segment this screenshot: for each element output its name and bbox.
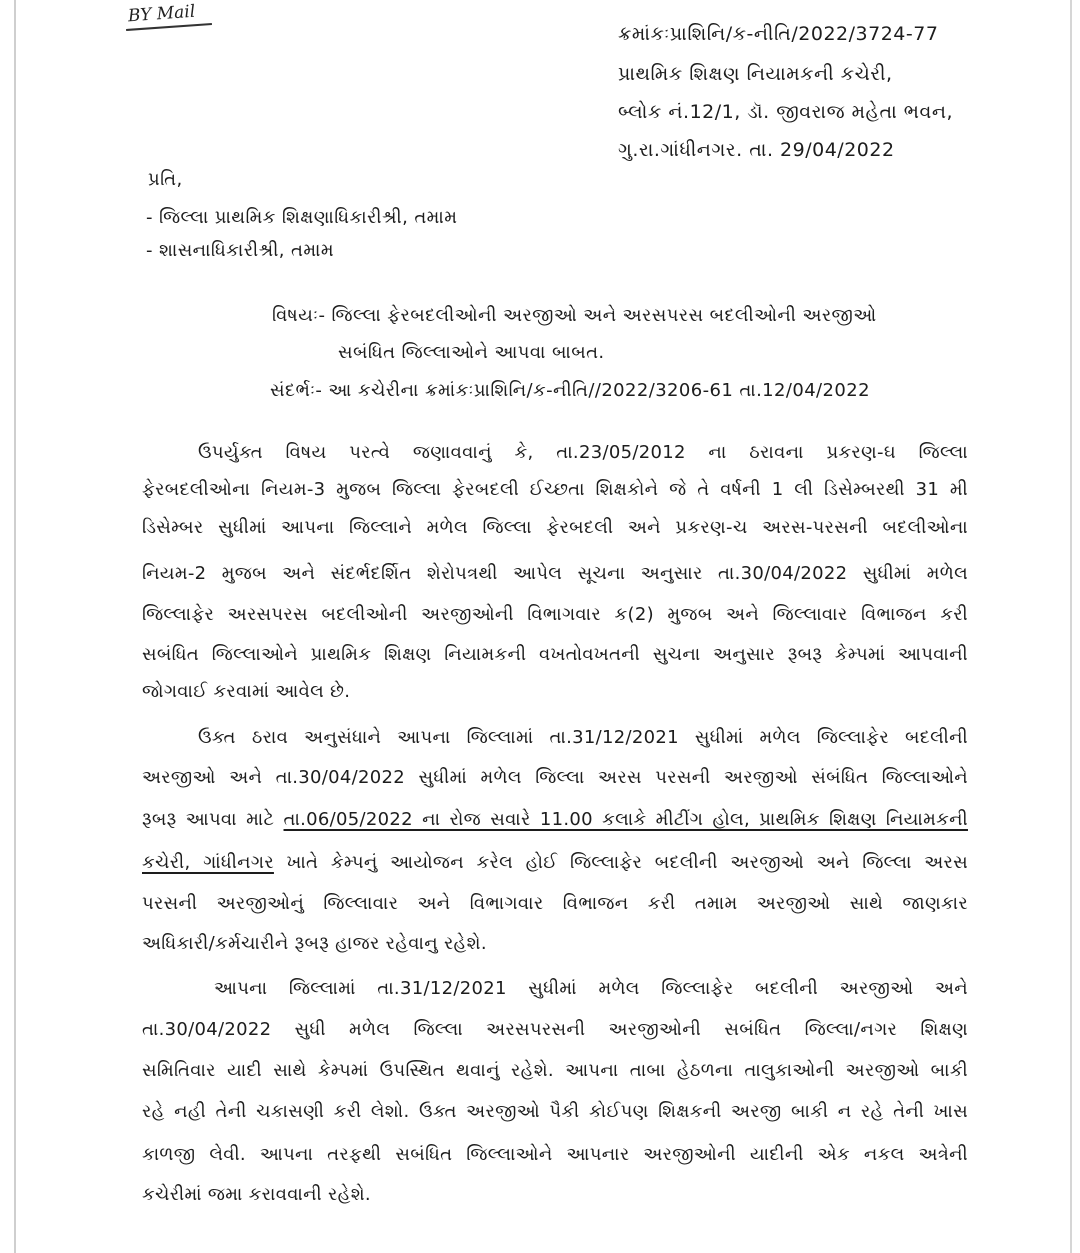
place-date: ગુ.રા.ગાંધીનગર. તા. 29/04/2022 <box>618 139 895 161</box>
subject-line: વિષયઃ- જિલ્લા ફેરબદલીઓની અરજીઓ અને અરસપરસ બદલીઓની અરજીઓ <box>272 305 877 326</box>
recipient-item: - શાસનાધિકારીશ્રી, તમામ <box>146 240 334 261</box>
paragraph-line: ઉપર્યુક્ત વિષય પરત્વે જણાવવાનું કે, તા.23/05/2012 ના ઠરાવના પ્રકરણ-ઘ જિલ્લા <box>198 442 968 463</box>
paragraph-line: રહે નહી તેની ચકાસણી કરી લેશો. ઉક્ત અરજીઓ પૈકી કોઈપણ શિક્ષકની અરજી બાકી ન રહે તેની ખાસ <box>142 1101 968 1122</box>
paragraph-line: સમિતિવાર યાદી સાથે કેમ્પમાં ઉપસ્થિત થવાનું રહેશે. આપના તાબા હેઠળના તાલુકાઓની અરજીઓ બાકી <box>142 1060 968 1081</box>
paragraph-line: નિયમ-2 મુજબ અને સંદર્ભદર્શિત શેરોપત્રથી આપેલ સૂચના અનુસાર તા.30/04/2022 સુધીમાં મળેલ <box>142 563 968 584</box>
line-rest: ખાતે કેમ્પનું આયોજન કરેલ હોઈ જિલ્લાફેર બદલીની અરજીઓ અને જિલ્લા અરસ <box>273 852 969 873</box>
paragraph-line: ડિસેમ્બર સુધીમાં આપના જિલ્લાને મળેલ જિલ્લા ફેરબદલી અને પ્રકરણ-ચ અરસ-પરસની બદલીઓના <box>142 517 968 538</box>
paragraph-line <box>142 851 968 875</box>
reference-line: સંદર્ભઃ- આ કચેરીના ક્રમાંકઃપ્રાશિનિ/ક-નીતિ//2022/3206-61 તા.12/04/2022 <box>270 380 870 401</box>
meeting-details-underlined: તા.06/05/2022 ના રોજ સવારે 11.00 કલાકે મીટીંગ હોલ, પ્રાથમિક શિક્ષણ નિયામકની <box>283 809 968 830</box>
office-name: પ્રાથમિક શિક્ષણ નિયામકની કચેરી, <box>618 63 893 85</box>
paragraph-line: કાળજી લેવી. આપના તરફથી સબંધિત જિલ્લાઓને આપનાર અરજીઓની યાદીની એક નકલ અત્રેની <box>142 1144 968 1165</box>
paragraph-line: ફેરબદલીઓના નિયમ-3 મુજબ જિલ્લા ફેરબદલી ઈચ્છતા શિક્ષકોને જે તે વર્ષની 1 લી ડિસેમ્બરથી 31 મી <box>142 479 968 500</box>
paragraph-line: કચેરીમાં જમા કરાવવાની રહેશે. <box>142 1184 371 1205</box>
subject-line: સબંધિત જિલ્લાઓને આપવા બાબત. <box>338 342 605 363</box>
paragraph-line: જોગવાઈ કરવામાં આવેલ છે. <box>142 681 351 702</box>
paragraph-line <box>142 808 968 832</box>
page-edge-left <box>14 0 16 1253</box>
reference-number: ક્રમાંકઃપ્રાશિનિ/ક-નીતિ/2022/3724-77 <box>618 23 939 45</box>
paragraph-line: આપના જિલ્લામાં તા.31/12/2021 સુધીમાં મળેલ જિલ્લાફેર બદલીની અરજીઓ અને <box>214 978 968 999</box>
handwritten-annotation: BY Mail <box>127 1 196 27</box>
paragraph-line: સબંધિત જિલ્લાઓને પ્રાથમિક શિક્ષણ નિયામકની વખતોવખતની સુચના અનુસાર રૂબરૂ કેમ્પમાં આપવાની <box>142 644 968 665</box>
paragraph-line: જિલ્લાફેર અરસપરસ બદલીઓની અરજીઓની વિભાગવાર ક(2) મુજબ અને જિલ્લાવાર વિભાજન કરી <box>142 604 968 625</box>
recipient-item: - જિલ્લા પ્રાથમિક શિક્ષણાધિકારીશ્રી, તમામ <box>146 207 458 228</box>
paragraph-line: પરસની અરજીઓનું જિલ્લાવાર અને વિભાગવાર વિભાજન કરી તમામ અરજીઓ સાથે જાણકાર <box>142 893 968 914</box>
paragraph-line: તા.30/04/2022 સુધી મળેલ જિલ્લા અરસપરસની અરજીઓની સબંધિત જિલ્લા/નગર શિક્ષણ <box>142 1019 968 1040</box>
office-address: બ્લોક નં.12/1, ડૉ. જીવરાજ મહેતા ભવન, <box>618 101 954 123</box>
line-prefix: રૂબરૂ આપવા માટે <box>142 809 284 830</box>
page-edge-right <box>1070 0 1072 1253</box>
recipient-to: પ્રતિ, <box>148 169 183 190</box>
venue-underlined: કચેરી, ગાંધીનગર <box>142 852 274 873</box>
paragraph-line: ઉક્ત ઠરાવ અનુસંધાને આપના જિલ્લામાં તા.31/12/2021 સુધીમાં મળેલ જિલ્લાફેર બદલીની <box>198 727 968 748</box>
paragraph-line: અધિકારી/કર્મચારીને રૂબરૂ હાજર રહેવાનુ રહેશે. <box>142 933 487 954</box>
paragraph-line: અરજીઓ અને તા.30/04/2022 સુધીમાં મળેલ જિલ્લા અરસ પરસની અરજીઓ સંબંધિત જિલ્લાઓને <box>142 767 968 788</box>
